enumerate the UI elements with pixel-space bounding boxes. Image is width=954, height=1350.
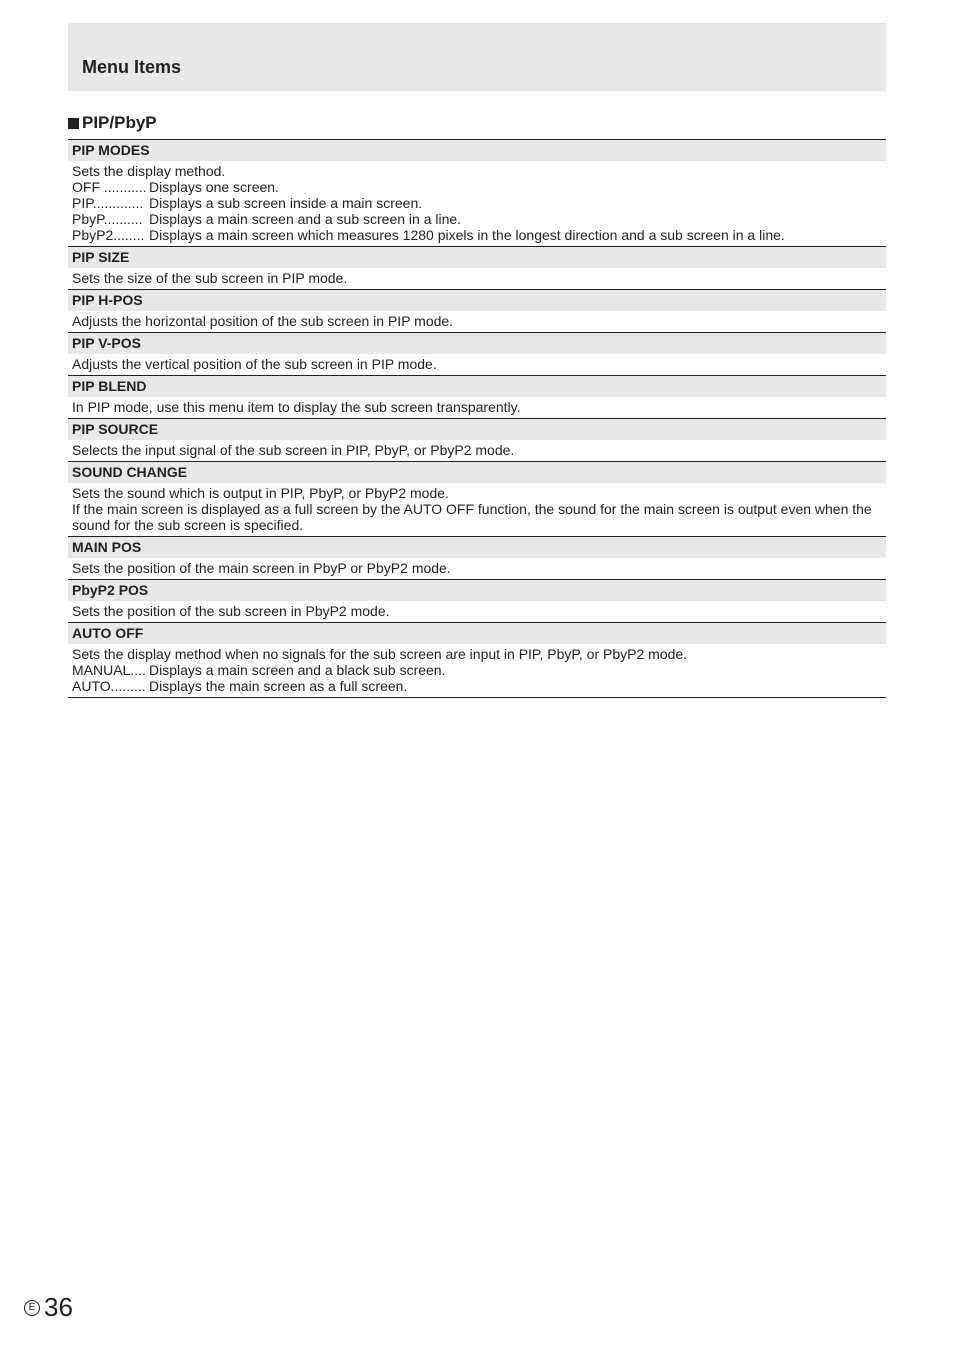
menu-item-description: [68, 601, 886, 622]
option-key: PbyP2........: [72, 227, 145, 243]
menu-item-row: [68, 580, 886, 623]
option-text: Displays a main screen and a black sub screen.: [149, 662, 446, 678]
option-line: [72, 678, 882, 694]
description-line: Sets the position of the sub screen in PbyP2 mode.: [72, 603, 390, 619]
menu-item-name: SOUND CHANGE: [68, 462, 886, 483]
menu-item-description: [68, 268, 886, 289]
menu-item-row: [68, 419, 886, 462]
menu-item-row: [68, 537, 886, 580]
menu-item-name: PIP V-POS: [68, 333, 886, 354]
option-key: PIP.............: [72, 195, 144, 211]
option-key: PbyP..........: [72, 211, 143, 227]
option-text: Displays a sub screen inside a main screen.: [149, 195, 423, 211]
option-key: OFF ...........: [72, 179, 147, 195]
menu-item-table: [68, 139, 886, 698]
section-title-text: PIP/PbyP: [82, 113, 157, 132]
option-line: [72, 211, 882, 227]
menu-item-name: PbyP2 POS: [68, 580, 886, 601]
description-line: Sets the position of the main screen in PbyP or PbyP2 mode.: [72, 560, 451, 576]
menu-item-name: MAIN POS: [68, 537, 886, 558]
menu-item-row: [68, 140, 886, 247]
option-line: [72, 227, 882, 243]
menu-item-description: [68, 644, 886, 697]
option-text: Displays the main screen as a full screen.: [149, 678, 408, 694]
menu-item-name: PIP SIZE: [68, 247, 886, 268]
menu-item-row: [68, 623, 886, 698]
menu-item-row: [68, 376, 886, 419]
option-line: [72, 195, 882, 211]
section-heading: [68, 113, 157, 133]
description-line: If the main screen is displayed as a full screen by the AUTO OFF function, the sound for the main screen is output even when the sound for the sub screen is specified.: [72, 501, 872, 533]
option-line: [72, 662, 882, 678]
description-line: Adjusts the horizontal position of the sub screen in PIP mode.: [72, 313, 454, 329]
option-text: Displays a main screen which measures 1280 pixels in the longest direction and a sub screen in a line.: [149, 227, 785, 243]
menu-item-row: [68, 462, 886, 537]
menu-item-name: PIP SOURCE: [68, 419, 886, 440]
option-line: [72, 179, 882, 195]
menu-item-name: PIP BLEND: [68, 376, 886, 397]
menu-item-row: [68, 290, 886, 333]
menu-item-description: [68, 397, 886, 418]
menu-item-description: [68, 483, 886, 536]
menu-item-row: [68, 333, 886, 376]
option-text: Displays a main screen and a sub screen in a line.: [149, 211, 462, 227]
option-key: MANUAL....: [72, 662, 146, 678]
description-line: In PIP mode, use this menu item to display the sub screen transparently.: [72, 399, 521, 415]
description-line: Selects the input signal of the sub screen in PIP, PbyP, or PbyP2 mode.: [72, 442, 515, 458]
menu-item-description: [68, 558, 886, 579]
header-band: [68, 23, 886, 91]
option-text: Displays one screen.: [149, 179, 279, 195]
description-line: Sets the sound which is output in PIP, PbyP, or PbyP2 mode.: [72, 485, 449, 501]
description-line: Sets the size of the sub screen in PIP mode.: [72, 270, 348, 286]
menu-item-name: AUTO OFF: [68, 623, 886, 644]
description-line: Sets the display method when no signals for the sub screen are input in PIP, PbyP, or PbyP2 mode.: [72, 646, 688, 662]
option-key: AUTO.........: [72, 678, 146, 694]
menu-item-description: [68, 440, 886, 461]
menu-item-description: [68, 161, 886, 246]
page-title: Menu Items: [82, 57, 182, 77]
menu-item-row: [68, 247, 886, 290]
menu-item-name: PIP H-POS: [68, 290, 886, 311]
menu-item-description: [68, 311, 886, 332]
language-badge: E: [24, 1300, 40, 1316]
menu-item-description: [68, 354, 886, 375]
page-number-value: 36: [44, 1292, 73, 1322]
description-line: Adjusts the vertical position of the sub screen in PIP mode.: [72, 356, 437, 372]
page-number: [24, 1292, 73, 1323]
menu-item-name: PIP MODES: [68, 140, 886, 161]
black-square-icon: [68, 118, 79, 129]
description-line: Sets the display method.: [72, 163, 226, 179]
